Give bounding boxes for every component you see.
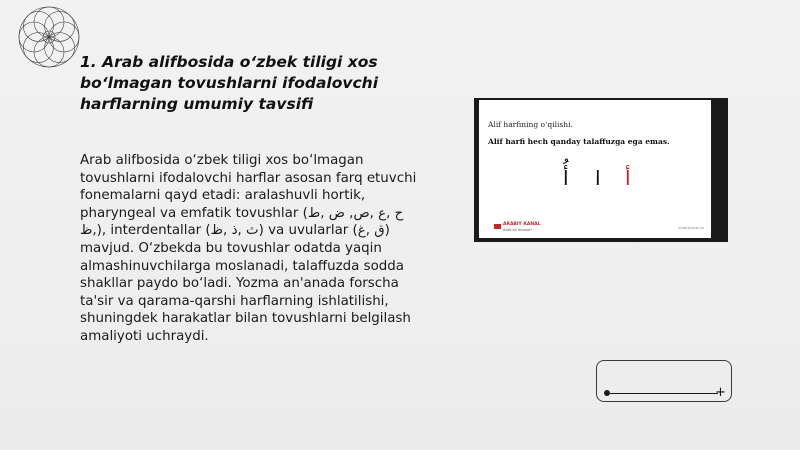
arabic-letters <box>559 166 649 196</box>
video-footer <box>494 222 704 236</box>
video-player[interactable] <box>474 98 728 242</box>
flower-line-art-icon <box>16 4 82 70</box>
channel-logo-text: ARABIY KANAL <box>503 222 541 227</box>
channel-logo-subtitle: Arab tili darslari <box>503 228 532 232</box>
slide-title: 1. Arab alifbosida o‘zbek tiligi xos bo‘lmagan tovushlarni ifodalovchi harflarning umumiy tavsifi <box>80 53 379 113</box>
audio-progress-track[interactable] <box>610 393 718 394</box>
channel-logo-icon <box>494 224 501 229</box>
channel-website: arabiykanal.uz <box>678 226 704 230</box>
audio-player[interactable] <box>596 360 732 402</box>
video-screen <box>479 100 711 238</box>
video-caption-line2: Alif harfi hech qanday talaffuzga ega emas. <box>488 137 670 146</box>
arabic-letter-alif-damma: أُ <box>563 166 569 190</box>
plus-icon[interactable]: + <box>715 385 726 400</box>
arabic-letter-alif: ا <box>595 166 601 190</box>
slide-body-text: Arab alifbosida o‘zbek tiligi xos bo‘lmagan tovushlarni ifodalovchi harflar asosan farq etuvchi fonemalarni qayd etadi: aralashuvli hortik, pharyngeal va emfatik tovushlar (ح ,ع ,ص, ض ,ط ,ظ), interdentallar (ث ,ذ ,ظ) va uvularlar (ق ,غ) mavjud. O‘zbekda bu tovushlar odatda yaqin almashinuvchilarga moslanadi, talaffuzda sodda shakllar paydo bo‘ladi. Yozma an'anada forscha ta'sir va qarama-qarshi harflarning ishlatilishi, shuningdek harakatlar bilan tovushlarni belgilash amaliyoti uchraydi. <box>80 153 417 344</box>
arabic-letter-alif-hamza: أ <box>625 166 631 190</box>
video-caption-line1: Alif harfining o‘qilishi. <box>488 120 573 129</box>
